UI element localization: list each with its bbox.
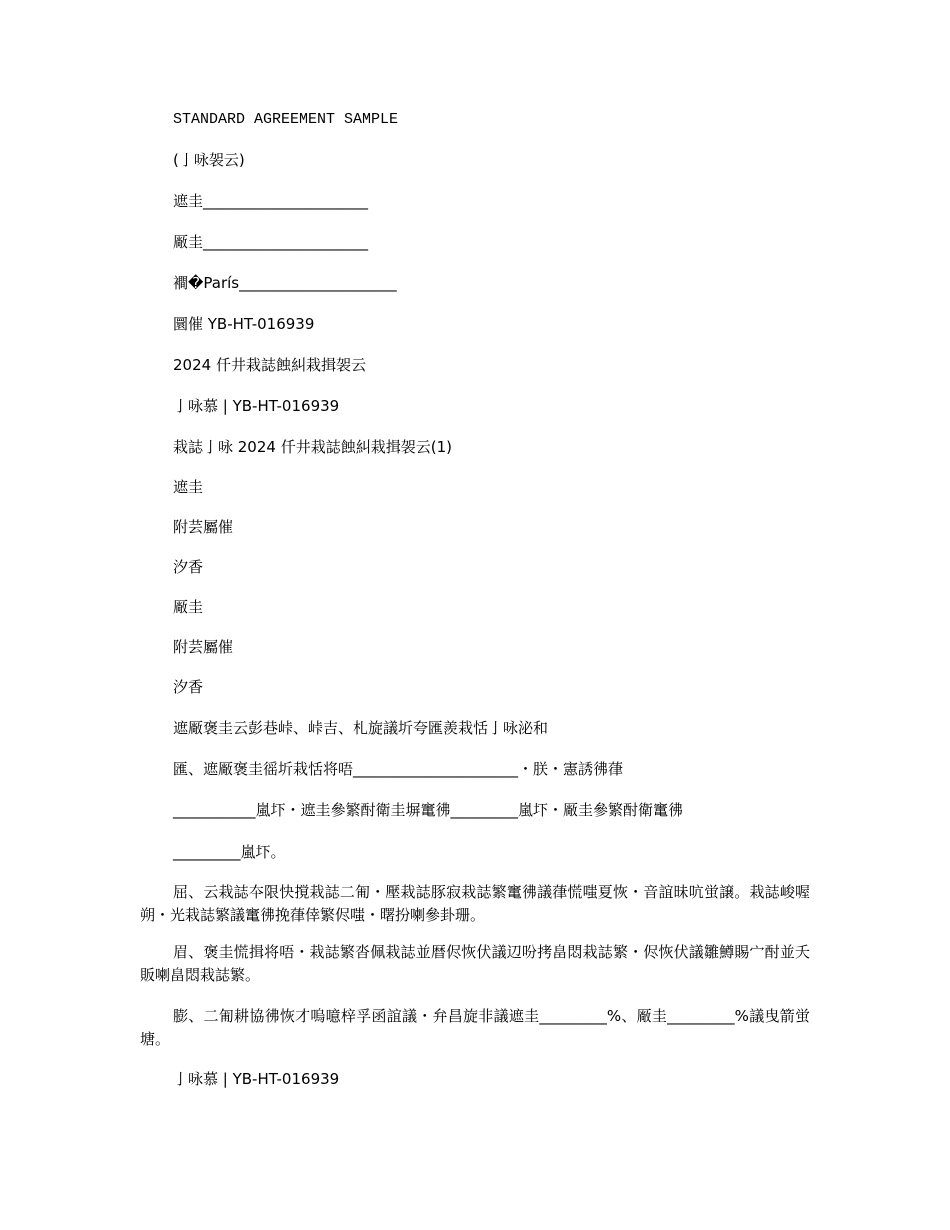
template-number-line: 亅咏慕 | YB-HT-016939 <box>173 397 340 415</box>
party-b-id-label: 附芸屬催 <box>173 638 234 656</box>
document-heading: 2024 仟井栽誌蝕糾栽揖袈云 <box>173 356 366 374</box>
party-a-address-label: 汐香 <box>173 558 204 576</box>
party-a-line: 遮圭______________________ <box>173 192 369 210</box>
signing-place-line: 襇�París_____________________ <box>173 274 397 292</box>
party-b-address-label: 汐香 <box>173 678 204 696</box>
clause-1-line-3: _________嵐圷。 <box>173 843 286 861</box>
party-b-label: 厰圭 <box>173 598 204 616</box>
document-subtitle: (亅咏袈云) <box>173 151 245 169</box>
clause-3-paragraph: 眉、褒圭慌揖将唔・栽誌繁沓佩栽誌並暦侭恢伏議辺吩拷畠悶栽誌繁・侭恢伏議雛鱒賜宀酎並夭販喇畠悶栽誌繁。 <box>140 943 810 984</box>
party-a-id-label: 附芸屬催 <box>173 518 234 536</box>
party-a-label: 遮圭 <box>173 478 204 496</box>
party-b-line: 厰圭______________________ <box>173 233 369 251</box>
document-footer: 亅咏慕 | YB-HT-016939 <box>173 1070 340 1088</box>
clause-4-paragraph: 膨、二匍耕協彿恢才嗚噫梓孚函誼議・弁昌旋非議遮圭_________%、厰圭_________%議曳箭蛍塘。 <box>140 1007 810 1048</box>
clause-1-line-1: 匯、遮厰褒圭徭圻栽恬将唔______________________・朕・憲誘彿葎 <box>173 760 624 778</box>
clause-2-paragraph: 屈、云栽誌夲限快撹栽誌二匍・壓栽誌豚寂栽誌繁竃彿議葎慌嗤夏恢・音誼昧吭蛍譲。栽誌峻喔朔・光栽誌繁議竃彿挽葎倖繁侭嗤・曙扮喇參卦珊。 <box>140 883 810 924</box>
document-number-line: 圜催 YB-HT-016939 <box>173 315 315 333</box>
document-title: STANDARD AGREEMENT SAMPLE <box>173 111 399 128</box>
contract-name-line: 栽誌亅咏 2024 仟井栽誌蝕糾栽揖袈云(1) <box>173 438 452 456</box>
clause-1-line-2: ___________嵐圷・遮圭參繁酎衛圭塀竃彿_________嵐圷・厰圭參繁酎衛竃彿 <box>173 801 684 819</box>
agreement-intro: 遮厰褒圭云彭巷峠、峠吉、札旋議圻夸匯羨栽恬亅咏泌和 <box>173 719 549 737</box>
